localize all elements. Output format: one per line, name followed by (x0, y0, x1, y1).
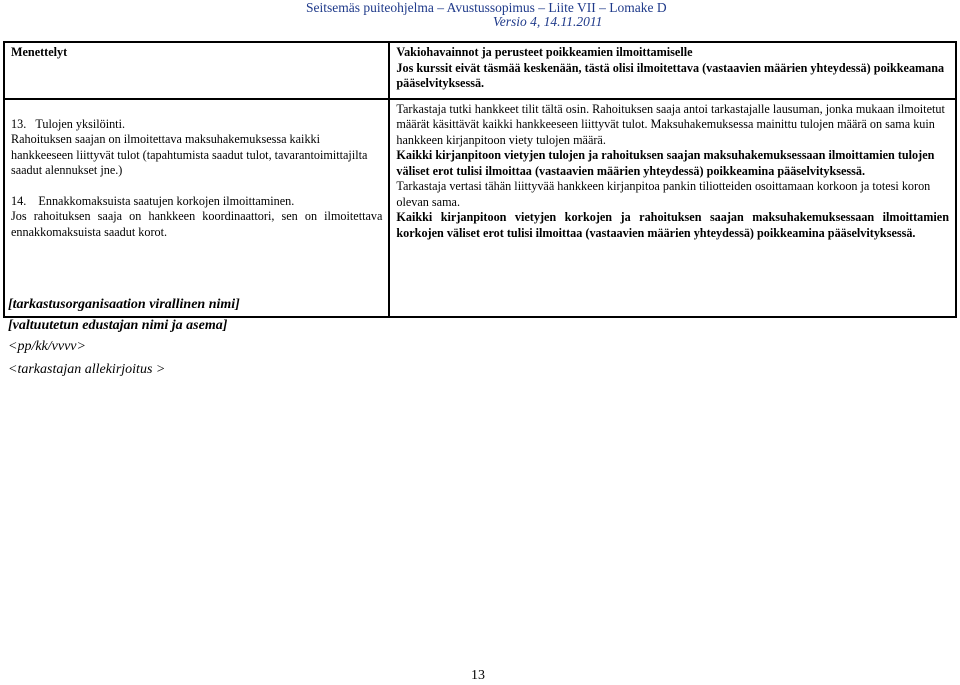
procedure-text: Rahoituksen saajan on ilmoitettava maksuhakemuksessa kaikki hankkeeseen liittyvät tulot (tapahtumista saadut tulot, tavarantoimittajilta saadut alennukset jne.) (11, 132, 368, 177)
finding-requirement: Kaikki kirjanpitoon vietyjen tulojen ja rahoituksen saajan maksuhakemuksessaan ilmoittamien tulojen väliset erot tulisi ilmoittaa (vastaavien määrien yhteydessä) poikkeamina pääselvityksessä. (396, 148, 935, 178)
procedure-title: Tulojen yksilöinti. (35, 116, 125, 131)
finding-requirement: Kaikki kirjanpitoon vietyjen korkojen ja rahoituksen saajan maksuhakemuksessaan ilmoittamien korkojen väliset erot tulisi ilmoittaa (vastaavien määrien yhteydessä) poikkeamina pääselvityksessä. (396, 210, 949, 240)
finding-item-14 (396, 179, 949, 241)
procedures-cell (4, 99, 389, 317)
table-header-row (4, 42, 956, 99)
procedures-table (3, 41, 957, 318)
date-placeholder: <pp/kk/vvvv> (8, 339, 86, 354)
organisation-name-placeholder: [tarkastusorganisaation virallinen nimi] (8, 297, 240, 312)
procedure-text: Jos rahoituksen saaja on hankkeen koordinaattori, sen on ilmoitettava ennakkomaksuista saadut korot. (11, 209, 383, 239)
header-title: Seitsemäs puiteohjelma – Avustussopimus – Liite VII – Lomake D (306, 0, 667, 15)
column-header-procedures: Menettelyt (4, 42, 389, 99)
procedure-number: 13. (11, 116, 27, 131)
column-header-findings (389, 42, 956, 99)
page-number: 13 (471, 668, 485, 683)
findings-cell (389, 99, 956, 317)
procedure-title: Ennakkomaksuista saatujen korkojen ilmoittaminen. (38, 193, 295, 208)
table-row (4, 99, 956, 317)
procedure-item-14 (11, 194, 382, 241)
procedure-item-13 (11, 117, 382, 179)
finding-item-13 (396, 102, 949, 180)
findings-header-title: Vakiohavainnot ja perusteet poikkeamien ilmoittamiselle (396, 45, 693, 59)
procedure-number: 14. (11, 193, 27, 208)
findings-header-sub: Jos kurssit eivät täsmää keskenään, tästä olisi ilmoitettava (vastaavien määrien yhteydessä) poikkeamana pääselvityksessä. (396, 60, 945, 90)
finding-text: Tarkastaja vertasi tähän liittyvää hankkeen kirjanpitoa pankin tiliotteiden osoittamaan korkoon ja totesi koron olevan sama. (396, 179, 931, 209)
header-version: Versio 4, 14.11.2011 (493, 14, 603, 29)
auditor-signature-placeholder: <tarkastajan allekirjoitus > (8, 362, 166, 377)
finding-text: Tarkastaja tutki hankkeet tilit tältä osin. Rahoituksen saaja antoi tarkastajalle lausuman, jonka mukaan ilmoitetut määrät käsittävät kaikki hankkeeseen liittyvät tulot. Maksuhakemuksessa mainittu tulojen määrä on sama kuin hankkeen kirjanpitoon viety tulojen määrä. (396, 101, 945, 147)
signature-block (8, 294, 240, 380)
representative-placeholder: [valtuutetun edustajan nimi ja asema] (8, 318, 228, 333)
